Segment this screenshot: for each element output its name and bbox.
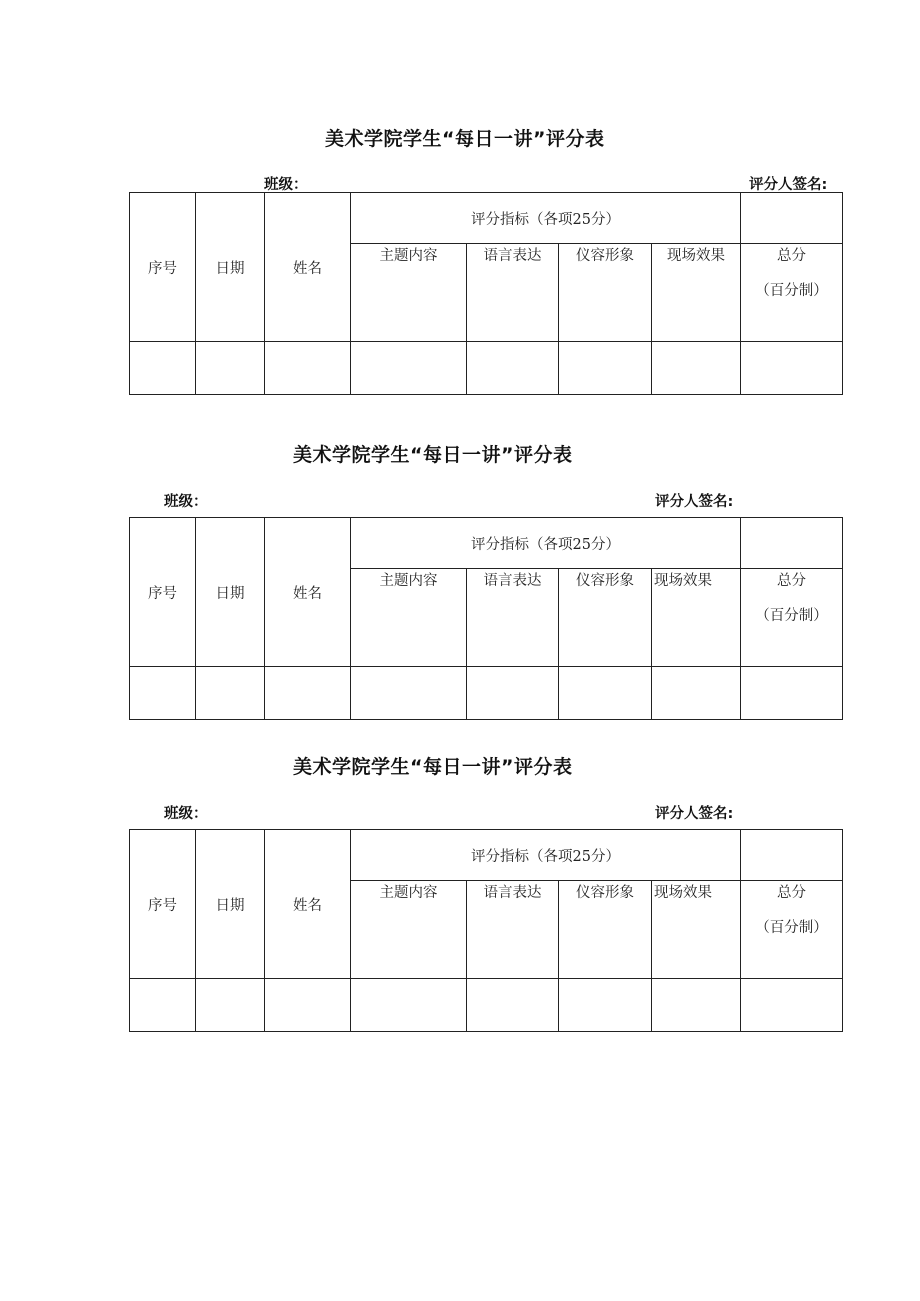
- name-cell[interactable]: [265, 667, 351, 720]
- form-title: 美术学院学生“每日一讲”评分表: [293, 444, 573, 466]
- total-header-line2: （百分制）: [755, 608, 828, 624]
- content-score-cell[interactable]: [351, 667, 467, 720]
- blank-header-cell: [741, 193, 843, 244]
- name-header: 姓名: [265, 193, 351, 342]
- date-header: 日期: [196, 830, 265, 979]
- total-header: [741, 569, 843, 667]
- blank-header-cell: [741, 518, 843, 569]
- effect-score-cell[interactable]: [652, 342, 741, 395]
- name-cell[interactable]: [265, 979, 351, 1032]
- header-row: [130, 830, 843, 881]
- name-header: 姓名: [265, 518, 351, 667]
- signer-label: 评分人签名:: [749, 177, 828, 193]
- criteria-content-header: 主题内容: [351, 569, 467, 667]
- class-label: 班级：: [164, 494, 208, 510]
- form-title: 美术学院学生“每日一讲”评分表: [325, 128, 605, 150]
- total-score-cell[interactable]: [741, 342, 843, 395]
- total-header-line1: 总分: [777, 573, 807, 589]
- name-header: 姓名: [265, 830, 351, 979]
- blank-header-cell: [741, 830, 843, 881]
- date-header: 日期: [196, 518, 265, 667]
- index-header: 序号: [130, 830, 196, 979]
- index-header: 序号: [130, 193, 196, 342]
- date-cell[interactable]: [196, 979, 265, 1032]
- signer-label: 评分人签名:: [655, 494, 734, 510]
- signer-label: 评分人签名:: [655, 806, 734, 822]
- header-row: [130, 518, 843, 569]
- criteria-content-header: 主题内容: [351, 881, 467, 979]
- language-score-cell[interactable]: [467, 342, 559, 395]
- criteria-appearance-header: 仪容形象: [559, 881, 652, 979]
- total-header: [741, 244, 843, 342]
- criteria-group-header: 评分指标（各项25分）: [351, 518, 741, 569]
- effect-score-cell[interactable]: [652, 667, 741, 720]
- class-label: 班级：: [164, 806, 208, 822]
- criteria-language-header: 语言表达: [467, 244, 559, 342]
- table-row: [130, 667, 843, 720]
- appearance-score-cell[interactable]: [559, 979, 652, 1032]
- table-row: [130, 979, 843, 1032]
- criteria-appearance-header: 仪容形象: [559, 569, 652, 667]
- total-header-line1: 总分: [777, 248, 807, 264]
- criteria-appearance-header: 仪容形象: [559, 244, 652, 342]
- criteria-content-header: 主题内容: [351, 244, 467, 342]
- index-header: 序号: [130, 518, 196, 667]
- form-title: 美术学院学生“每日一讲”评分表: [293, 756, 573, 778]
- effect-score-cell[interactable]: [652, 979, 741, 1032]
- table-row: [130, 342, 843, 395]
- total-score-cell[interactable]: [741, 667, 843, 720]
- index-cell[interactable]: [130, 979, 196, 1032]
- date-header: 日期: [196, 193, 265, 342]
- name-cell[interactable]: [265, 342, 351, 395]
- appearance-score-cell[interactable]: [559, 342, 652, 395]
- criteria-group-header: 评分指标（各项25分）: [351, 193, 741, 244]
- date-cell[interactable]: [196, 667, 265, 720]
- criteria-language-header: 语言表达: [467, 881, 559, 979]
- header-row: [130, 193, 843, 244]
- language-score-cell[interactable]: [467, 667, 559, 720]
- criteria-language-header: 语言表达: [467, 569, 559, 667]
- total-header-line2: （百分制）: [755, 283, 828, 299]
- total-header-line1: 总分: [777, 885, 807, 901]
- index-cell[interactable]: [130, 667, 196, 720]
- appearance-score-cell[interactable]: [559, 667, 652, 720]
- criteria-effect-header: 现场效果: [652, 244, 741, 342]
- criteria-effect-header: 现场效果: [652, 881, 741, 979]
- criteria-effect-header: 现场效果: [652, 569, 741, 667]
- score-table: [129, 829, 843, 1032]
- score-table: [129, 517, 843, 720]
- content-score-cell[interactable]: [351, 979, 467, 1032]
- total-score-cell[interactable]: [741, 979, 843, 1032]
- total-header: [741, 881, 843, 979]
- language-score-cell[interactable]: [467, 979, 559, 1032]
- index-cell[interactable]: [130, 342, 196, 395]
- criteria-group-header: 评分指标（各项25分）: [351, 830, 741, 881]
- total-header-line2: （百分制）: [755, 920, 828, 936]
- score-table: [129, 192, 843, 395]
- date-cell[interactable]: [196, 342, 265, 395]
- class-label: 班级：: [264, 177, 308, 193]
- content-score-cell[interactable]: [351, 342, 467, 395]
